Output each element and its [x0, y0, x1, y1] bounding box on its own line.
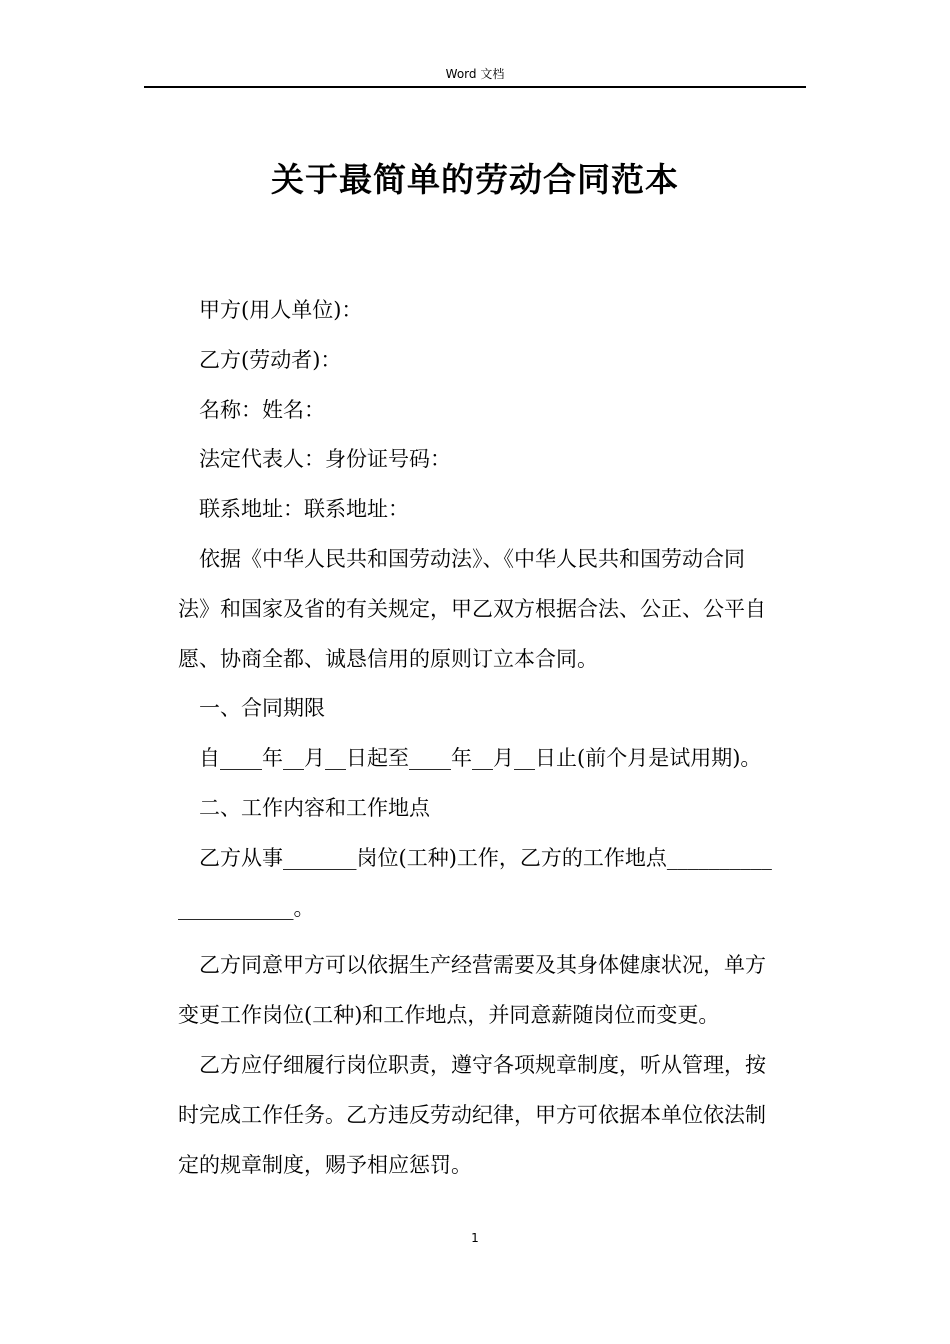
section-heading-term: 一、合同期限	[199, 696, 325, 721]
section-heading-work: 二、工作内容和工作地点	[199, 795, 430, 820]
duty-paragraph-line-3: 定的规章制度，赐予相应惩罚。	[178, 1152, 472, 1177]
page-header: Word 文档	[445, 67, 505, 81]
change-paragraph-line-2: 变更工作岗位(工种)和工作地点，并同意薪随岗位而变更。	[178, 1003, 720, 1028]
basis-paragraph-line-2: 法》和国家及省的有关规定，甲乙双方根据合法、公正、公平自	[178, 596, 766, 621]
duty-paragraph-line-1: 乙方应仔细履行岗位职责，遵守各项规章制度，听从管理，按	[199, 1052, 766, 1077]
work-paragraph-line-1: 乙方从事_______岗位(工种)工作，乙方的工作地点__________	[199, 845, 772, 870]
page-number: 1	[471, 1231, 479, 1245]
document-title: 关于最简单的劳动合同范本	[271, 160, 679, 199]
address-line: 联系地址：联系地址：	[199, 497, 409, 522]
change-paragraph-line-1: 乙方同意甲方可以依据生产经营需要及其身体健康状况，单方	[199, 953, 766, 978]
basis-paragraph-line-3: 愿、协商全都、诚恳信用的原则订立本合同。	[178, 646, 598, 671]
header-divider	[144, 86, 806, 88]
work-paragraph-line-2: ___________。	[178, 895, 315, 920]
document-body	[178, 286, 804, 1190]
basis-paragraph-line-1: 依据《中华人民共和国劳动法》、《中华人民共和国劳动合同	[199, 546, 745, 571]
representative-line: 法定代表人：身份证号码：	[199, 447, 451, 472]
party-b-line: 乙方(劳动者)：	[199, 347, 342, 372]
duty-paragraph-line-2: 时完成工作任务。乙方违反劳动纪律，甲方可依据本单位依法制	[178, 1102, 766, 1127]
party-a-line: 甲方(用人单位)：	[199, 298, 363, 322]
name-line: 名称：姓名：	[199, 397, 325, 422]
term-dates-line: 自____年__月__日起至____年__月__日止(前个月是试用期)。	[199, 746, 762, 771]
